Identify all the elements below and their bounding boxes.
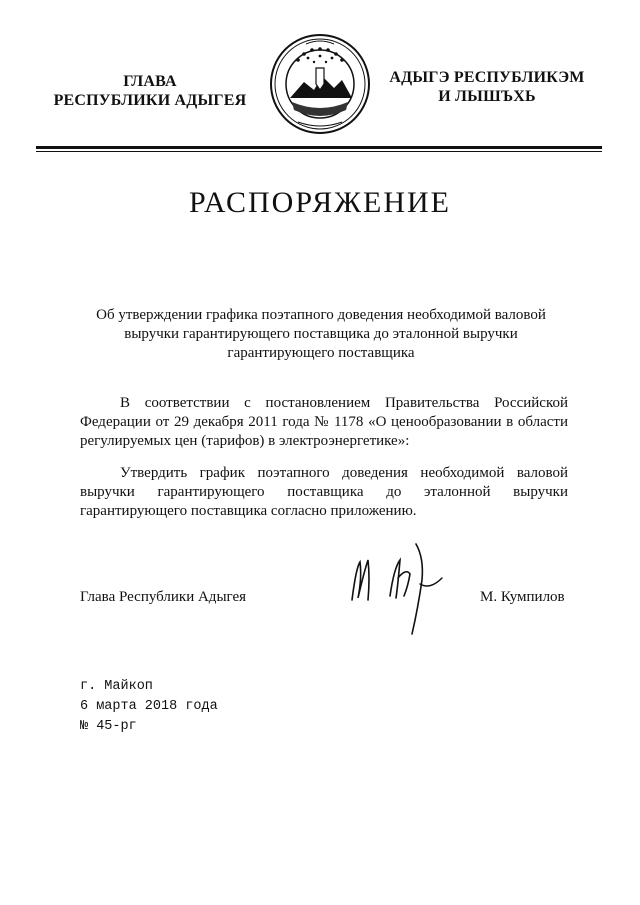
- header-left-line1: ГЛАВА: [123, 73, 177, 90]
- document-number: № 45-рг: [80, 719, 137, 734]
- issue-city: г. Майкоп: [80, 679, 153, 694]
- document-title: РАСПОРЯЖЕНИЕ: [188, 186, 452, 219]
- body-paragraph-1: В соответствии с постановлением Правительства Российской Федерации от 29 декабря 2011 года № 1178 «О ценообразовании в области регулируемых цен (тарифов) в электроэнергетике»:: [80, 395, 568, 449]
- header-divider-thin: [36, 151, 602, 152]
- header-divider-thick: [36, 146, 602, 149]
- signer-position: Глава Республики Адыгея: [80, 589, 247, 605]
- document-subject: Об утверждении графика поэтапного доведения необходимой валовой выручки гарантирующего поставщика до эталонной выручки гарантирующего поставщика: [96, 307, 546, 361]
- signer-name: М. Кумпилов: [480, 589, 565, 605]
- republic-emblem-icon: [268, 32, 372, 136]
- issue-date: 6 марта 2018 года: [80, 699, 218, 714]
- header-right-title: [372, 68, 602, 106]
- body-paragraph-2: Утвердить график поэтапного доведения необходимой валовой выручки гарантирующего поставщика до эталонной выручки гарантирующего поставщика согласно приложению.: [80, 465, 568, 519]
- header-right-line2: И ЛЫШЪХЬ: [438, 88, 536, 105]
- header-right-line1: АДЫГЭ РЕСПУБЛИКЭМ: [389, 69, 585, 86]
- handwritten-signature-icon: [338, 538, 458, 638]
- header-left-line2: РЕСПУБЛИКИ АДЫГЕЯ: [53, 92, 247, 109]
- header-left-title: [30, 72, 270, 110]
